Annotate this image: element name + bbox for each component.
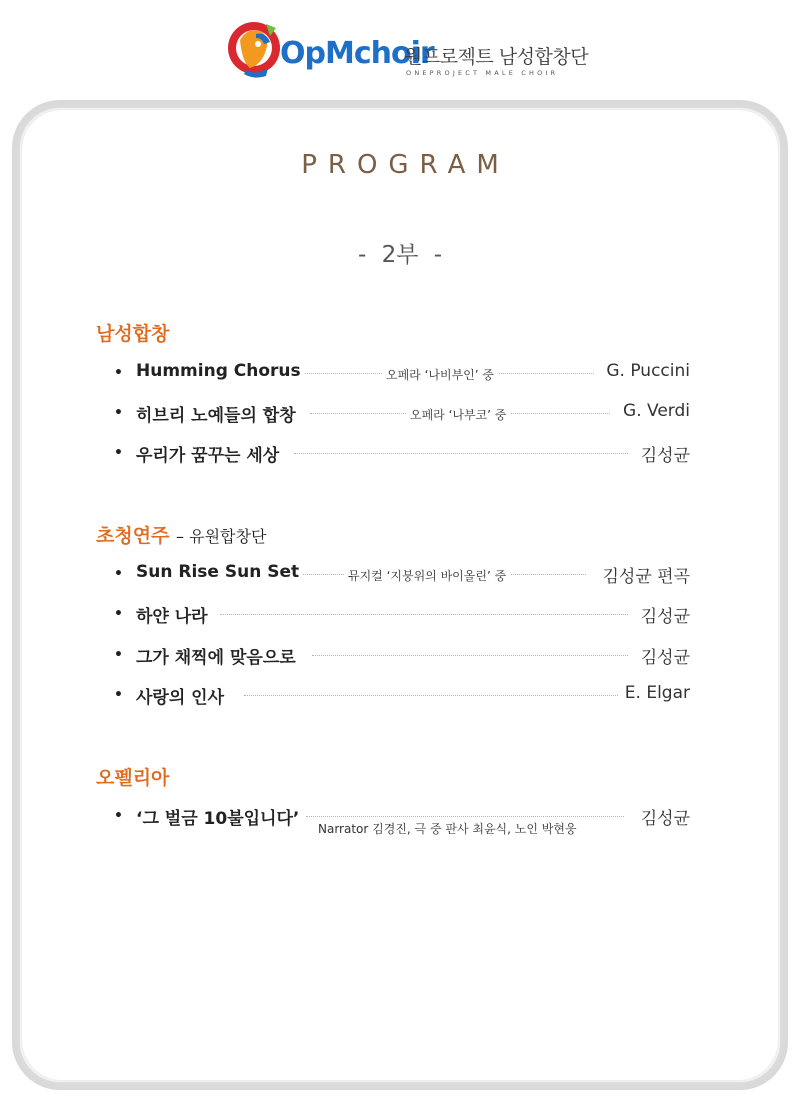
bullet-icon: •: [114, 647, 123, 663]
leader-dots: [294, 453, 628, 454]
bullet-icon: •: [114, 808, 123, 824]
piece-title: ‘그 벌금 10불입니다’: [136, 804, 303, 829]
piece-title: Sun Rise Sun Set: [136, 562, 303, 582]
section-subtitle: – 유원합창단: [176, 527, 267, 546]
logo-english-name: ONEPROJECT MALE CHOIR: [406, 69, 559, 77]
piece-note: Narrator 김경진, 극 중 판사 최윤식, 노인 박현웅: [318, 822, 577, 836]
program-row: [114, 361, 690, 387]
piece-title: 우리가 꿈꾸는 세상: [136, 441, 283, 466]
section-title-text: 초청연주: [96, 525, 170, 547]
choir-logo: [226, 18, 589, 88]
program-row: [114, 441, 690, 467]
program-row: [114, 562, 690, 588]
program-row: [114, 643, 690, 669]
piece-note: 오페라 ‘나비부인’ 중: [382, 366, 498, 383]
piece-note: 오페라 ‘나부코’ 중: [406, 406, 510, 423]
bullet-icon: •: [114, 365, 123, 381]
piece-title: 사랑의 인사: [136, 683, 228, 708]
program-row: [114, 401, 690, 427]
piece-composer: 김성균: [637, 441, 690, 466]
section-title-ophelia: 오펠리아: [96, 767, 170, 789]
part-label: - 2부 -: [357, 242, 443, 268]
piece-composer: 김성균 편곡: [598, 562, 690, 587]
program-row: [114, 602, 690, 628]
piece-composer: G. Puccini: [602, 361, 690, 381]
piece-title: Humming Chorus: [136, 361, 305, 381]
piece-composer: 김성균: [637, 602, 690, 627]
piece-composer: E. Elgar: [621, 683, 690, 703]
section-title-guest-performance: [96, 521, 266, 548]
bullet-icon: •: [114, 405, 123, 421]
section-title-male-chorus: 남성합창: [96, 323, 170, 345]
bullet-icon: •: [114, 445, 123, 461]
program-row: [114, 683, 690, 709]
logo-korean-name: 원프로젝트 남성합창단: [404, 46, 589, 68]
piece-title: 하얀 나라: [136, 602, 212, 627]
bullet-icon: •: [114, 606, 123, 622]
piece-composer: G. Verdi: [619, 401, 690, 421]
bullet-icon: •: [114, 566, 123, 582]
piece-composer: 김성균: [637, 643, 690, 668]
leader-dots: [306, 816, 624, 817]
leader-dots: [244, 695, 618, 696]
piece-title: 히브리 노예들의 합창: [136, 401, 300, 426]
piece-composer: 김성균: [637, 804, 690, 829]
logo-wordmark: OpMchoir: [280, 36, 434, 71]
leader-dots: [312, 655, 628, 656]
piece-title: 그가 채찍에 맞음으로: [136, 643, 300, 668]
leader-dots: [220, 614, 628, 615]
bullet-icon: •: [114, 687, 123, 703]
piece-note: 뮤지컬 ‘지붕위의 바이올린’ 중: [344, 567, 510, 584]
choir-emblem-icon: [226, 18, 286, 80]
program-heading: PROGRAM: [301, 150, 510, 180]
